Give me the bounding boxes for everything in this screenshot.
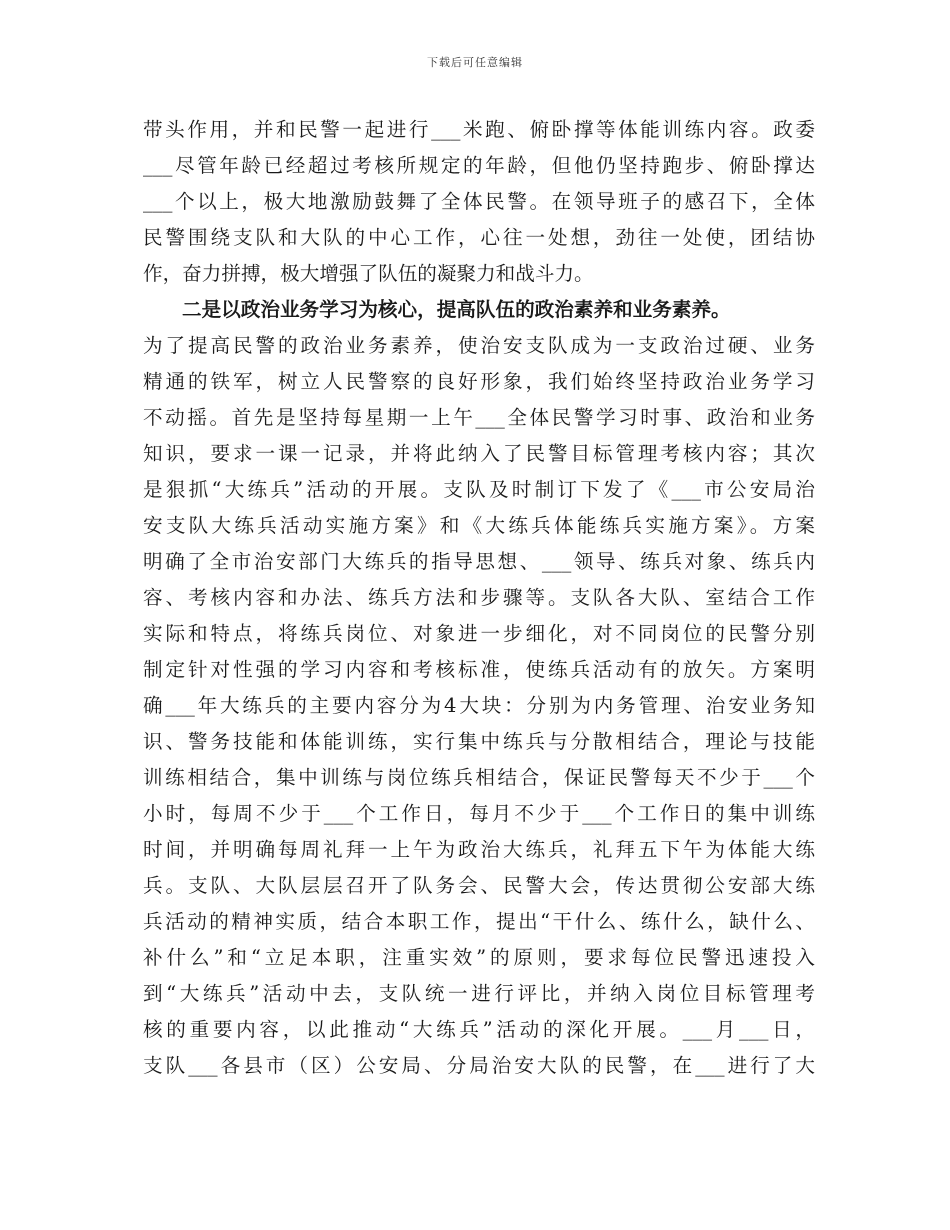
text-line: ___尽管年龄已经超过考核所规定的年龄，但他仍坚持跑步、俯卧撑达 bbox=[143, 154, 815, 177]
section-heading: 二是以政治业务学习为核心，提高队伍的政治素养和业务素养。 bbox=[182, 298, 731, 321]
text-line: 时间，并明确每周礼拜一上午为政治大练兵，礼拜五下午为体能大练 bbox=[143, 838, 815, 861]
text-line: 作，奋力拼搏，极大增强了队伍的凝聚力和战斗力。 bbox=[143, 262, 594, 285]
text-line: 训练相结合，集中训练与岗位练兵相结合，保证民警每天不少于___个 bbox=[143, 766, 815, 789]
text-line: 容、考核内容和办法、练兵方法和步骤等。支队各大队、室结合工作 bbox=[143, 586, 815, 609]
text-line: 小时，每周不少于___个工作日，每月不少于___个工作日的集中训练 bbox=[143, 802, 815, 825]
text-line: 不动摇。首先是坚持每星期一上午___全体民警学习时事、政治和业务 bbox=[143, 406, 815, 429]
text-line: 实际和特点，将练兵岗位、对象进一步细化，对不同岗位的民警分别 bbox=[143, 622, 815, 645]
text-line: 核的重要内容，以此推动“大练兵”活动的深化开展。___月___日， bbox=[143, 1018, 815, 1041]
text-line: 为了提高民警的政治业务素养，使治安支队成为一支政治过硬、业务 bbox=[143, 334, 815, 357]
text-line: 安支队大练兵活动实施方案》和《大练兵体能练兵实施方案》。方案 bbox=[143, 514, 815, 537]
text-line: 民警围绕支队和大队的中心工作，心往一处想，劲往一处使，团结协 bbox=[143, 226, 815, 249]
text-line: 确___年大练兵的主要内容分为4大块：分别为内务管理、治安业务知 bbox=[143, 694, 815, 717]
text-line: 兵活动的精神实质，结合本职工作，提出“干什么、练什么，缺什么、 bbox=[143, 910, 815, 933]
text-line: 精通的铁军，树立人民警察的良好形象，我们始终坚持政治业务学习 bbox=[143, 370, 815, 393]
text-line: 识、警务技能和体能训练，实行集中练兵与分散相结合，理论与技能 bbox=[143, 730, 815, 753]
text-line: 兵。支队、大队层层召开了队务会、民警大会，传达贯彻公安部大练 bbox=[143, 874, 815, 897]
text-line: 明确了全市治安部门大练兵的指导思想、___领导、练兵对象、练兵内 bbox=[143, 550, 815, 573]
text-line: 补什么”和“立足本职，注重实效”的原则，要求每位民警迅速投入 bbox=[143, 946, 815, 969]
text-line: 带头作用，并和民警一起进行___米跑、俯卧撑等体能训练内容。政委 bbox=[143, 118, 815, 141]
page-header: 下载后可任意编辑 bbox=[427, 56, 523, 69]
text-line: 支队___各县市（区）公安局、分局治安大队的民警，在___进行了大 bbox=[143, 1054, 815, 1077]
text-line: 到“大练兵”活动中去，支队统一进行评比，并纳入岗位目标管理考 bbox=[143, 982, 815, 1005]
text-line: ___个以上，极大地激励鼓舞了全体民警。在领导班子的感召下，全体 bbox=[143, 190, 815, 213]
text-line: 是狠抓“大练兵”活动的开展。支队及时制订下发了《___市公安局治 bbox=[143, 478, 815, 501]
text-line: 知识，要求一课一记录，并将此纳入了民警目标管理考核内容；其次 bbox=[143, 442, 815, 465]
text-line: 制定针对性强的学习内容和考核标准，使练兵活动有的放矢。方案明 bbox=[143, 658, 815, 681]
document-body bbox=[143, 112, 815, 1084]
